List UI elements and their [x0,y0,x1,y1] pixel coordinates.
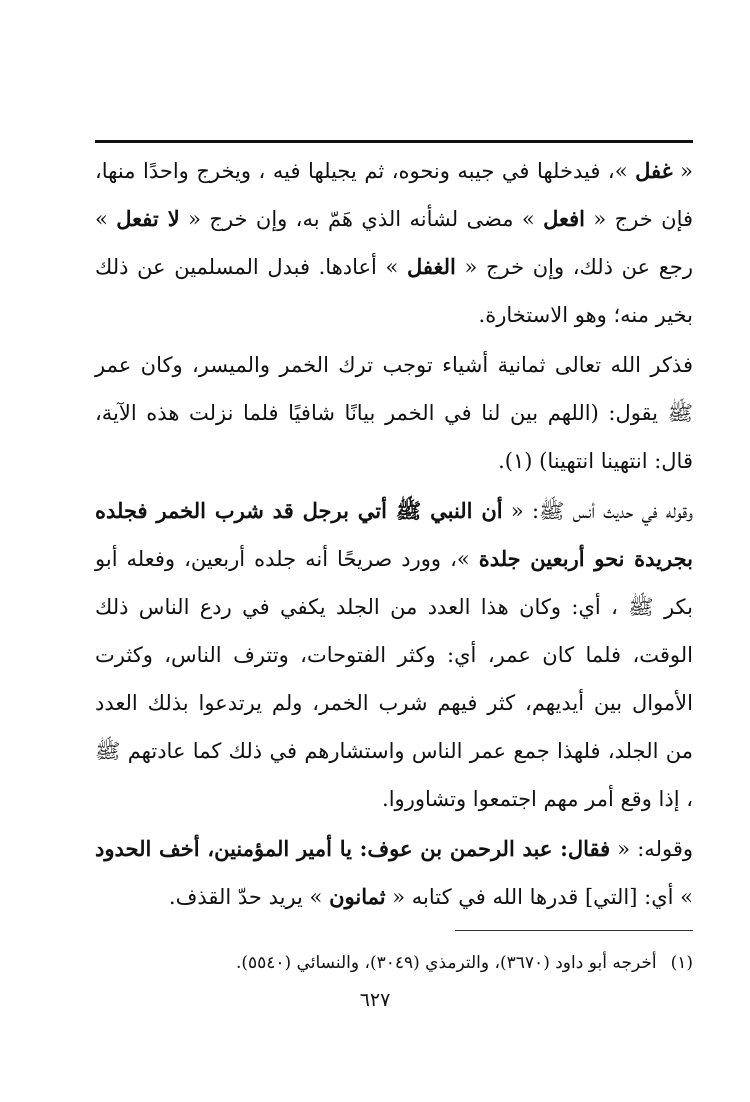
text-run: » أعادها. فبدل المسلمين عن ذلك بخير منه؛ وهو الاستخارة. [95,255,693,327]
text-run: وقوله: « [610,837,693,861]
bold-hadith-quote: أن النبي ﷺ أتي برجل قد شرب الخمر فجلده بجريدة نحو أربعين جلدة [95,498,693,571]
text-run: » مضى لشأنه الذي هَمّ به، وإن خرج « [179,207,544,231]
bold-hadith-quote: فقال: عبد الرحمن بن عوف: يا أمير المؤمنين، أخف الحدود [95,836,611,861]
paragraph-istikhara [95,147,693,339]
footnote [95,948,693,978]
paragraph-abdulrahman [95,825,693,921]
text-run: وقوله في حديث أنس ﷺ: « [502,499,694,523]
bold-term-if3al: افعل [543,206,586,231]
text-run: » أي: [التي] قدرها الله في كتابه « [385,885,693,909]
text-run: »، فيدخلها في جيبه ونحوه، ثم يجيلها فيه ، ويخرج واحدًا منها، فإن خرج « [95,159,694,231]
footnote-rule [455,930,693,931]
bold-term-la-taf3al: لا تفعل [116,206,180,231]
text-run: فذكر الله تعالى ثمانية أشياء توجب ترك الخمر والميسر، وكان عمر ﷺ يقول: (اللهم بين لنا في الخمر بيانًا شافيًا فلما نزلت هذه الآية، قال: انتهينا انتهينا) [95,353,693,473]
header-rule [95,140,693,143]
bold-term-alghufl: الغفل [406,254,456,279]
footnote-number: (١) [670,953,693,973]
text-run: » يريد حدّ القذف. [168,885,330,909]
text-run: . [498,449,505,473]
text-run: » رجع عن ذلك، وإن خرج « [95,207,694,279]
text-run: « [672,159,693,183]
footnote-text: أخرجه أبو داود (٣٦٧٠)، والترمذي (٣٠٤٩)، والنسائي (٥٥٤٠). [235,953,657,973]
paragraph-anas-hadith [95,487,693,823]
bold-term-thamanun: ثمانون [329,884,386,909]
main-text [95,147,693,921]
paragraph-umar-khamr [95,341,693,485]
footnote-reference[interactable]: (١) [504,449,533,473]
page-number: ٦٢٧ [359,989,391,1011]
bold-term-ghufl: غفل [635,158,673,183]
text-run: »، وورد صريحًا أنه جلده أربعين، وفعله أبو بكر ﷺ ، أي: وكان هذا العدد من الجلد يكفي في ردع الناس ذلك الوقت، فلما كان عمر، أي: وكثر الفتوحات، وتترف الناس، وكثرت الأموال بين أيديهم، كثر فيهم شرب الخمر، ولم يرتدعوا بذلك العدد من الجلد، فلهذا جمع عمر الناس واستشارهم في ذلك كما عادتهم ﷺ ، إذا وقع أمر مهم اجتمعوا وتشاوروا. [95,547,693,811]
